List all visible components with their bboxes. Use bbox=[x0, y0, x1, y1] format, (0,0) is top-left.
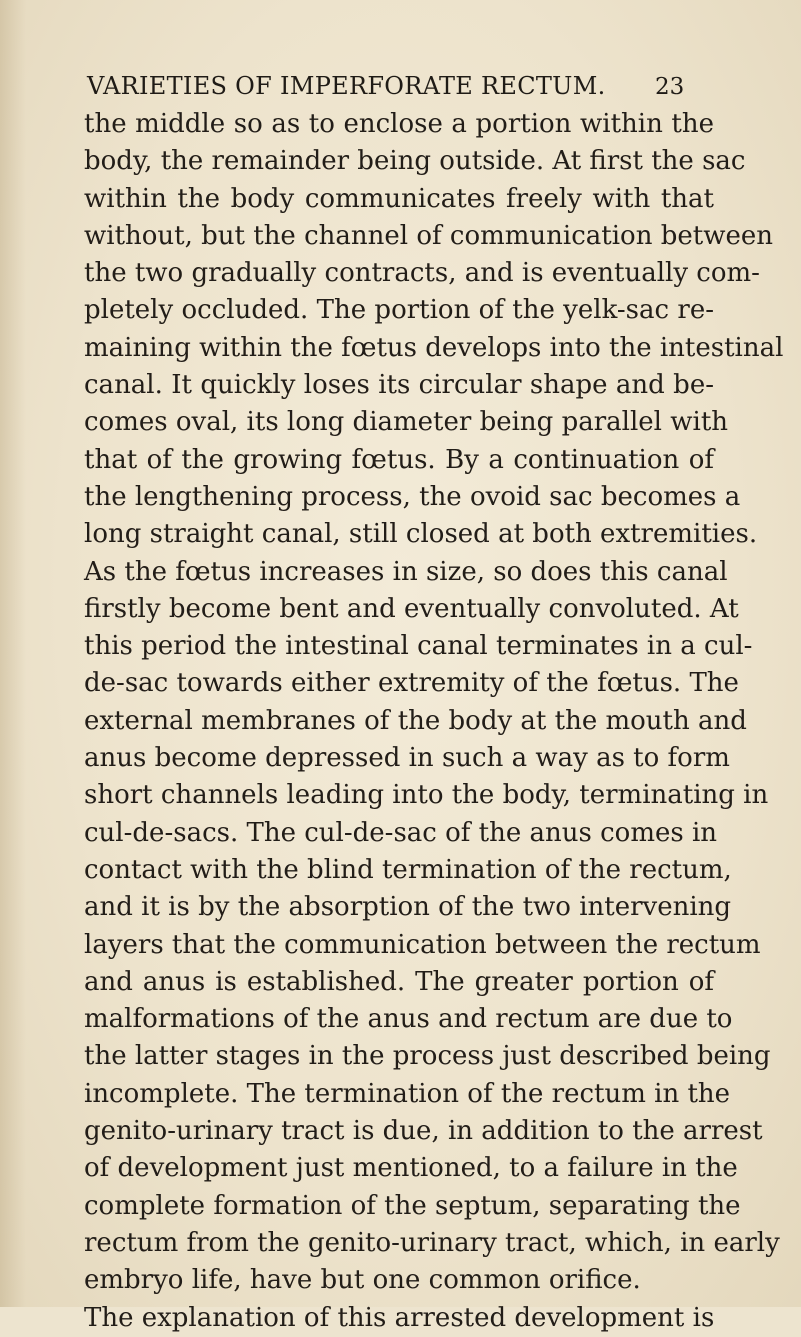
text-line: comes oval, its long diameter being parallel with bbox=[84, 407, 729, 438]
page-number: 23 bbox=[655, 74, 685, 100]
text-line: external membranes of the body at the mouth and bbox=[84, 705, 747, 736]
text-line: incomplete. The termination of the rectum in the bbox=[84, 1078, 731, 1109]
text-line: anus become depressed in such a way as to form bbox=[84, 743, 730, 774]
text-line: long straight canal, still closed at both extremities. bbox=[84, 519, 758, 550]
text-line: canal. It quickly loses its circular shape and be- bbox=[84, 370, 714, 401]
body-text bbox=[84, 106, 784, 1337]
running-title: VARIETIES OF IMPERFORATE RECTUM. bbox=[87, 72, 606, 100]
text-line: complete formation of the septum, separating the bbox=[84, 1190, 741, 1221]
text-line: pletely occluded. The portion of the yelk-sac re- bbox=[84, 295, 714, 326]
text-line: contact with the blind termination of the rectum, bbox=[84, 854, 732, 885]
text-line: the latter stages in the process just described being bbox=[84, 1041, 771, 1072]
text-line: short channels leading into the body, terminating in bbox=[84, 780, 769, 811]
text-line: malformations of the anus and rectum are due to bbox=[84, 1004, 733, 1035]
text-line: this period the intestinal canal terminates in a cul- bbox=[84, 631, 753, 662]
text-line: the lengthening process, the ovoid sac becomes a bbox=[84, 481, 741, 512]
text-line: rectum from the genito-urinary tract, which, in early bbox=[84, 1227, 780, 1258]
text-line: within the body communicates freely with that bbox=[84, 183, 714, 214]
text-line: that of the growing fœtus. By a continuation of bbox=[84, 444, 714, 475]
text-line: de-sac towards either extremity of the fœtus. The bbox=[84, 668, 739, 699]
text-line: and anus is established. The greater portion of bbox=[84, 966, 714, 997]
text-line: body, the remainder being outside. At first the sac bbox=[84, 146, 746, 177]
text-line: of development just mentioned, to a failure in the bbox=[84, 1153, 738, 1184]
text-line: without, but the channel of communication between bbox=[84, 220, 773, 251]
text-line: the middle so as to enclose a portion within the bbox=[84, 109, 714, 139]
text-line: maining within the fœtus develops into the intestinal bbox=[84, 332, 784, 363]
text-line: layers that the communication between the rectum bbox=[84, 929, 761, 960]
text-line: As the fœtus increases in size, so does this canal bbox=[84, 556, 728, 587]
text-line: genito-urinary tract is due, in addition to the arrest bbox=[84, 1116, 763, 1147]
text-line: The explanation of this arrested development is bbox=[84, 1302, 715, 1333]
text-line: embryo life, have but one common orifice. bbox=[84, 1265, 641, 1296]
text-line: cul-de-sacs. The cul-de-sac of the anus comes in bbox=[84, 817, 718, 848]
text-line: firstly become bent and eventually convoluted. At bbox=[84, 593, 739, 624]
text-line: the two gradually contracts, and is eventually com- bbox=[84, 258, 760, 289]
text-line: and it is by the absorption of the two intervening bbox=[84, 892, 732, 923]
